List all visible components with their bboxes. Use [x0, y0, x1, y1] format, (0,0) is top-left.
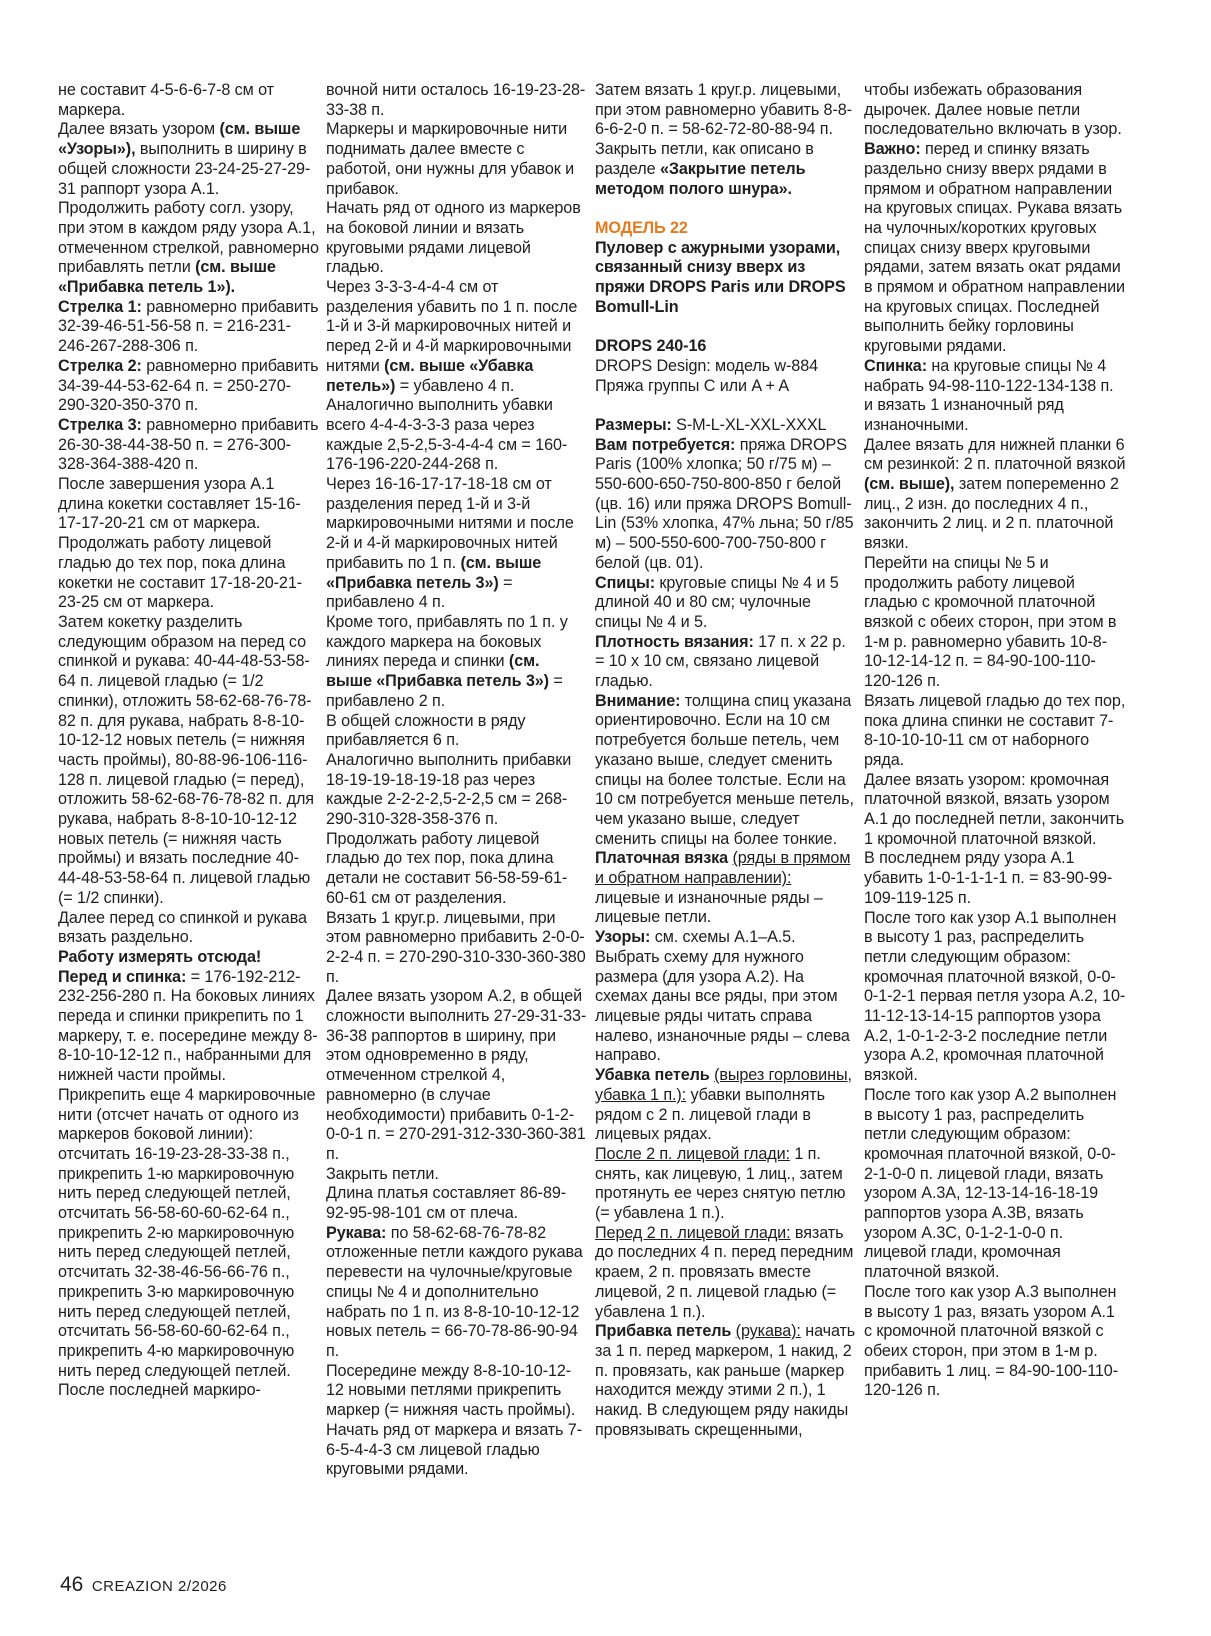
underlined-text: После 2 п. лицевой глади:: [595, 1144, 790, 1163]
bold-text: Вам потребуется:: [595, 435, 736, 454]
spacer: [595, 396, 857, 416]
paragraph: [864, 554, 1126, 692]
text-run: 1 п. снять, как лицевую, 1 лиц., затем протянуть ее через снятую петлю (= убавлена 1 п.).: [595, 1144, 846, 1223]
paragraph: [595, 928, 857, 1066]
paragraph: [595, 140, 857, 199]
text-run: Начать ряд от маркера и вязать 7-6-5-4-4-3 см лицевой гладью круговыми рядами.: [326, 1420, 582, 1479]
bold-text: Узоры:: [595, 928, 651, 947]
bold-text: Важно:: [864, 140, 921, 159]
paragraph: [58, 199, 320, 298]
spacer: [595, 317, 857, 337]
paragraph: [326, 120, 588, 199]
text-run: После завершения узора A.1 длина кокетки составляет 15-16-17-17-20-21 см от маркера.: [58, 475, 301, 533]
paragraph: [595, 1224, 857, 1323]
paragraph: [595, 357, 857, 377]
paragraph: [58, 416, 320, 475]
spacer: [595, 199, 857, 219]
bold-text: (см. выше «Прибавка петель 3»): [326, 553, 542, 592]
bold-text: Прибавка петель: [595, 1322, 732, 1341]
text-run: Через 16-16-17-17-18-18 см от разделения перед 1-й и 3-й маркировочными нитями и после 2-й и 4-й маркировочных нитей прибавить по 1 п.: [326, 475, 574, 572]
text-run: равномерно прибавить 32-39-46-51-56-58 п. = 216-231-246-267-288-306 п.: [58, 297, 319, 356]
paragraph: [326, 830, 588, 909]
paragraph: [864, 849, 1126, 908]
paragraph: [326, 475, 588, 613]
text-run: начать за 1 п. перед маркером, 1 накид, 2 п. провязать, как раньше (маркер находится между этими 2 п.), 1 накид. В следующем ряду накиды провязывать скрещенными,: [595, 1322, 856, 1439]
text-run: После того как узор A.2 выполнен в высоту 1 раз, распределить петли следующим образом: кромочная платочной вязкой, 0-0-2-1-0-0 п. лицевой глади, вязать узором A.3A, 12-13-14-16-18-19 раппортов узора A.3B, вязать узором A.3C, 0-1-2-1-0-0 п. лицевой глади, кромочная платочной вязкой.: [864, 1085, 1117, 1282]
text-run: выполнить в ширину в общей сложности 23-24-25-27-29-31 раппорт узора A.1.: [58, 140, 311, 198]
bold-text: (см. выше «Убавка петель»): [326, 356, 534, 395]
text-run: В общей сложности в ряду прибавляется 6 п.: [326, 711, 526, 750]
text-run: лицевые и изнаночные ряды – лицевые петли.: [595, 888, 823, 927]
paragraph: [595, 81, 857, 140]
paragraph: [326, 81, 588, 120]
text-run: вочной нити осталось 16-19-23-28-33-38 п.: [326, 81, 586, 119]
text-run: круговые спицы № 4 и 5 длиной 40 и 80 см; чулочные спицы № 4 и 5.: [595, 573, 839, 631]
text-run: Затем кокетку разделить следующим образом на перед со спинкой и рукава: 40-44-48-53-58-64 п. лицевой гладью (= 1/2 спинки), отложить 58-62-68-76-78-82 п. для рукава, набрать 8-8-10-10-12-12 новых петель (= нижняя часть проймы), 80-88-96-106-116-128 п. лицевой гладью (= перед), отложить 58-62-68-76-78-82 п. для рукава, набрать 8-8-10-10-12-12 новых петель (= нижняя часть проймы) и вязать последние 40-44-48-53-58-64 п. лицевой гладью (= 1/2 спинки).: [58, 612, 314, 907]
text-run: Далее вязать узором: кромочная платочной вязкой, вязать узором A.1 до последней петли, закончить 1 кромочной платочной вязкой.: [864, 770, 1125, 848]
text-run: толщина спиц указана ориентировочно. Если на 10 см потребуется больше петель, чем указано выше, следует сменить спицы на более толстые. Если на 10 см потребуется меньше петель, чем указано выше, следует сменить спицы на более тонкие.: [595, 691, 854, 848]
paragraph: [58, 120, 320, 199]
paragraph: [595, 574, 857, 633]
text-column-4: [864, 81, 1126, 1401]
bold-text: Внимание:: [595, 691, 681, 710]
text-run: на круговые спицы № 4 набрать 94-98-110-122-134-138 п. и вязать 1 изнаночный ряд изнаночными.: [864, 356, 1114, 434]
paragraph: [326, 751, 588, 830]
text-run: 17 п. x 22 р. = 10 x 10 см, связано лицевой гладью.: [595, 632, 846, 691]
text-run: DROPS Design: модель w-884: [595, 356, 818, 375]
underlined-text: Перед 2 п. лицевой глади:: [595, 1223, 791, 1242]
text-run: После того как узор A.1 выполнен в высоту 1 раз, распределить петли следующим образом: кромочная платочной вязкой, 0-0-0-1-2-1 первая петля узора A.2, 10-11-12-13-14-15 раппортов узора A.2, 1-0-1-2-3-2 последние петли узора A.2, кромочная платочной вязкой.: [864, 908, 1126, 1085]
page-footer: [60, 1573, 227, 1597]
text-run: Продолжить работу согл. узору, при этом в каждом ряду узора A.1, отмеченном стрелкой, равномерно прибавлять петли: [58, 199, 319, 277]
text-run: Пряжа группы C или A + A: [595, 376, 790, 395]
paragraph: [595, 377, 857, 397]
text-run: Далее вязать узором: [58, 120, 220, 139]
text-run: убавки выполнять рядом с 2 п. лицевой глади в лицевых рядах.: [595, 1085, 825, 1144]
text-column-3: [595, 81, 857, 1440]
text-run: В последнем ряду узора A.1 убавить 1-0-1-1-1-1 п. = 83-90-99-109-119-125 п.: [864, 849, 1113, 907]
paragraph: [326, 987, 588, 1164]
paragraph: [595, 219, 857, 239]
text-run: затем попеременно 2 лиц., 2 изн. до последних 4 п., закончить 2 лиц. и 2 п. платочной вязки.: [864, 475, 1119, 553]
text-run: равномерно прибавить 34-39-44-53-62-64 п. = 250-270-290-320-350-370 п.: [58, 356, 319, 415]
bold-text: Спицы:: [595, 573, 655, 592]
page-number: 46: [60, 1573, 84, 1596]
text-run: Далее вязать для нижней планки 6 см резинкой: 2 п. платочной вязкой: [864, 435, 1126, 474]
text-run: = убавлено 4 п.: [395, 376, 515, 395]
text-run: Вязать 1 круг.р. лицевыми, при этом равномерно прибавить 2-0-0-2-2-4 п. = 270-290-310-330-360-380 п.: [326, 908, 586, 986]
paragraph: [58, 475, 320, 534]
text-run: Прикрепить еще 4 маркировочные нити (отсчет начать от одного из маркеров боковой линии): отсчитать 16-19-23-28-33-38 п., прикрепить 1-ю маркировочную нить перед следующей петлей, отсчитать 56-58-60-60-62-64 п., прикрепить 2-ю маркировочную нить перед следующей петлей, отсчитать 32-38-46-56-66-76 п., прикрепить 3-ю маркировочную нить перед следующей петлей, отсчитать 56-58-60-60-62-64 п., прикрепить 4-ю маркировочную нить перед следующей петлей.: [58, 1085, 316, 1380]
paragraph: [58, 909, 320, 948]
paragraph: [58, 81, 320, 120]
paragraph: [326, 909, 588, 988]
bold-text: Плотность вязания:: [595, 632, 754, 651]
paragraph: [864, 140, 1126, 357]
paragraph: [595, 633, 857, 692]
text-run: по 58-62-68-76-78-82 отложенные петли каждого рукава перевести на чулочные/круговые спицы № 4 и дополнительно набрать по 1 п. из 8-8-10-10-12-12 новых петель = 66-70-78-86-90-94 п.: [326, 1223, 583, 1360]
text-run: вязать до последних 4 п. перед передним краем, 2 п. провязать вместе лицевой, 2 п. лицевой гладью (= убавлена 1 п.).: [595, 1223, 854, 1321]
paragraph: [58, 1381, 320, 1401]
paragraph: [595, 1066, 857, 1145]
underlined-text: (рукава):: [735, 1322, 801, 1341]
text-run: Длина платья составляет 86-89-92-95-98-101 см от плеча.: [326, 1184, 567, 1223]
text-run: см. схемы A.1–A.5. Выбрать схему для нужного размера (для узора A.2). На схемах даны все ряды, при этом лицевые ряды читать справа налево, изнаночные ряды – слева направо.: [595, 928, 850, 1065]
paragraph: [864, 1283, 1126, 1401]
bold-text: Убавка петель: [595, 1066, 710, 1085]
bold-text: Спинка:: [864, 356, 927, 375]
bold-text: (см. выше «Прибавка петель 3»): [326, 652, 549, 691]
paragraph: [595, 692, 857, 850]
bold-text: (см. выше «Узоры»),: [58, 120, 301, 159]
paragraph: [326, 1421, 588, 1480]
text-run: Продолжать работу лицевой гладью до тех пор, пока длина детали не составит 56-58-59-61-60-61 см от разделения.: [326, 829, 568, 907]
text-run: Перейти на спицы № 5 и продолжить работу лицевой гладью с кромочной платочной вязкой с обеих сторон, при этом в 1-м р. равномерно убавить 10-8-10-12-14-12 п. = 84-90-100-110-120-126 п.: [864, 553, 1117, 691]
text-column-2: [326, 81, 588, 1480]
paragraph: [864, 81, 1126, 140]
paragraph: [595, 416, 857, 436]
paragraph: [326, 278, 588, 396]
bold-text: Работу измерять отсюда!: [58, 947, 262, 966]
text-run: Затем вязать 1 круг.р. лицевыми, при этом равномерно убавить 8-8-6-6-2-0 п. = 58-62-72-80-88-94 п.: [595, 81, 852, 139]
paragraph: [864, 1086, 1126, 1283]
paragraph: [58, 948, 320, 968]
paragraph: [326, 1184, 588, 1223]
paragraph: [595, 1145, 857, 1224]
paragraph: [58, 968, 320, 1086]
text-run: Далее перед со спинкой и рукава вязать раздельно.: [58, 908, 307, 947]
text-run: не составит 4-5-6-6-7-8 см от маркера.: [58, 81, 274, 119]
paragraph: [864, 909, 1126, 1086]
bold-text: Платочная вязка: [595, 849, 729, 868]
bold-text: Пуловер с ажурными узорами, связанный снизу вверх из пряжи DROPS Paris или DROPS Bomull-Lin: [595, 238, 846, 316]
bold-text: (см. выше),: [864, 475, 955, 494]
paragraph: [595, 436, 857, 574]
bold-text: «Закрытие петель методом полого шнура».: [595, 159, 806, 198]
paragraph: [864, 357, 1126, 436]
paragraph: [326, 199, 588, 278]
text-run: Через 3-3-3-4-4-4 см от разделения убавить по 1 п. после 1-й и 3-й маркировочных нитей и перед 2-й и 4-й маркировочными нитями: [326, 278, 578, 375]
text-run: перед и спинку вязать раздельно снизу вверх рядами в прямом и обратном направлении на круговых спицах. Рукава вязать на чулочных/коротких круговых спицах снизу вверх круговыми рядами, затем вязать окат рядами в прямом и обратном направлении на круговых спицах. Последней выполнить бейку горловины круговыми рядами.: [864, 140, 1125, 356]
bold-text: Стрелка 1:: [58, 297, 142, 316]
text-run: равномерно прибавить 26-30-38-44-38-50 п. = 276-300-328-364-388-420 п.: [58, 415, 319, 474]
paragraph: [864, 436, 1126, 554]
text-run: Аналогично выполнить прибавки 18-19-19-18-19-18 раз через каждые 2-2-2-2,5-2-2,5 см = 268-290-310-328-358-376 п.: [326, 750, 572, 829]
bold-text: Стрелка 3:: [58, 415, 142, 434]
bold-text: DROPS 240-16: [595, 337, 707, 356]
paragraph: [864, 692, 1126, 771]
paragraph: [326, 1362, 588, 1421]
paragraph: [326, 396, 588, 475]
text-run: Вязать лицевой гладью до тех пор, пока длина спинки не составит 7-8-10-10-10-11 см от наборного ряда.: [864, 691, 1126, 769]
paragraph: [58, 1086, 320, 1382]
text-run: Кроме того, прибавлять по 1 п. у каждого маркера на боковых линиях переда и спинки: [326, 612, 568, 671]
bold-text: Размеры:: [595, 415, 672, 434]
paragraph: [326, 613, 588, 712]
text-run: = 176-192-212-232-256-280 п. На боковых линиях переда и спинки прикрепить по 1 маркеру, т. е. посередине между 8-8-10-10-12-12 п., набранными для нижней части проймы.: [58, 967, 318, 1085]
text-column-1: [58, 81, 320, 1401]
text-run: Продолжать работу лицевой гладью до тех пор, пока длина кокетки не составит 17-18-20-21-23-25 см от маркера.: [58, 534, 303, 612]
paragraph: [58, 357, 320, 416]
text-run: Маркеры и маркировочные нити поднимать далее вместе с работой, они нужны для убавок и прибавок.: [326, 120, 575, 198]
bold-text: (см. выше «Прибавка петель 1»).: [58, 258, 276, 297]
text-run: = прибавлено 4 п.: [326, 573, 513, 612]
paragraph: [864, 771, 1126, 850]
text-run: После последней маркиро-: [58, 1381, 261, 1400]
paragraph: [326, 712, 588, 751]
paragraph: [595, 337, 857, 357]
text-run: После того как узор A.3 выполнен в высоту 1 раз, вязать узором A.1 с кромочной платочной вязкой с обеих сторон, при этом в 1-м р. прибавить 1 лиц. = 84-90-100-110-120-126 п.: [864, 1282, 1118, 1400]
text-run: пряжа DROPS Paris (100% хлопка; 50 г/75 м) – 550-600-650-750-800-850 г белой (цв. 16) или пряжа DROPS Bomull-Lin (53% хлопка, 47% льна; 50 г/85 м) – 500-550-600-700-750-800 г белой (цв. 01).: [595, 435, 854, 572]
paragraph: [58, 613, 320, 909]
bold-text: Стрелка 2:: [58, 356, 142, 375]
text-run: = прибавлено 2 п.: [326, 672, 563, 710]
paragraph: [326, 1165, 588, 1185]
paragraph: [595, 1322, 857, 1440]
bold-text: Перед и спинка:: [58, 967, 187, 986]
underlined-text: (вырез горловины, убавка 1 п.):: [595, 1066, 852, 1104]
text-run: Аналогично выполнить убавки всего 4-4-4-3-3-3 раза через каждые 2,5-2,5-3-4-4-4 см = 160-176-196-220-244-268 п.: [326, 396, 568, 474]
paragraph: [58, 298, 320, 357]
text-run: чтобы избежать образования дырочек. Далее новые петли последовательно включать в узор.: [864, 81, 1122, 139]
underlined-text: (ряды в прямом и обратном направлении):: [595, 849, 851, 888]
paragraph: [326, 1224, 588, 1362]
text-run: Закрыть петли, как описано в разделе: [595, 140, 814, 178]
text-run: Далее вязать узором A.2, в общей сложности выполнить 27-29-31-33-36-38 раппортов в ширину, при этом одновременно в ряду, отмеченном стрелкой 4, равномерно (в случае необходимости) прибавить 0-1-2-0-0-1 п. = 270-291-312-330-360-381 п.: [326, 987, 587, 1163]
text-run: Закрыть петли.: [326, 1164, 439, 1183]
section-heading: МОДЕЛЬ 22: [595, 218, 688, 237]
paragraph: [595, 239, 857, 318]
text-run: Посередине между 8-8-10-10-12-12 новыми петлями прикрепить маркер (= нижняя часть проймы).: [326, 1361, 576, 1420]
paragraph: [58, 534, 320, 613]
text-run: Начать ряд от одного из маркеров на боковой линии и вязать круговыми рядами лицевой гладью.: [326, 199, 581, 277]
magazine-issue: CREAZION 2/2026: [91, 1578, 227, 1595]
bold-text: Рукава:: [326, 1223, 387, 1242]
paragraph: [595, 849, 857, 928]
text-run: S-M-L-XL-XXL-XXXL: [671, 415, 827, 434]
